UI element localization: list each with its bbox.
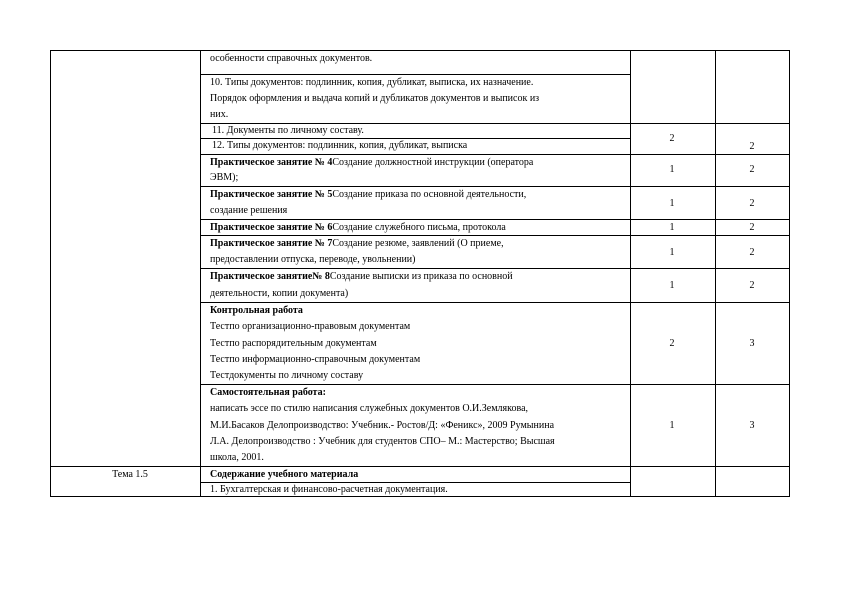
level-value: 2 bbox=[749, 280, 755, 291]
level-value: 3 bbox=[749, 420, 755, 431]
table-cell-text: Тестпо распорядительным документам bbox=[210, 338, 377, 349]
practice-description: Создание служебного письма, протокола bbox=[332, 222, 506, 233]
level-value: 2 bbox=[749, 198, 755, 209]
practice-title: Практическое занятие№ 8 bbox=[210, 271, 330, 282]
table-cell-text: особенности справочных документов. bbox=[210, 53, 373, 64]
table-cell-text: школа, 2001. bbox=[210, 452, 264, 463]
hours-value: 1 bbox=[669, 247, 675, 258]
level-value: 2 bbox=[749, 222, 755, 233]
table-cell-text: 10. Типы документов: подлинник, копия, дубликат, выписка, их назначение. bbox=[210, 77, 534, 88]
column-divider-hours bbox=[715, 50, 716, 497]
level-value: 2 bbox=[749, 247, 755, 258]
practice-title: Практическое занятие № 7 bbox=[210, 238, 333, 249]
hours-value: 2 bbox=[669, 338, 675, 349]
table-cell-text: ЭВМ); bbox=[210, 172, 239, 183]
level-value: 2 bbox=[749, 141, 755, 152]
topic-label: Тема 1.5 bbox=[112, 469, 148, 480]
table-cell-text: Тестдокументы по личному составу bbox=[210, 370, 364, 381]
table-cell-text: деятельности, копии документа) bbox=[210, 288, 349, 299]
section-title: Содержание учебного материала bbox=[210, 469, 359, 480]
table-cell-text: 12. Типы документов: подлинник, копия, дубликат, выписка bbox=[212, 140, 468, 151]
practice-line bbox=[210, 236, 504, 252]
practice-line bbox=[210, 269, 513, 285]
hours-value: 1 bbox=[669, 198, 675, 209]
table-cell-text: Тестпо информационно-справочным документам bbox=[210, 354, 421, 365]
table-cell-text: создание решения bbox=[210, 205, 288, 216]
section-title: Контрольная работа bbox=[210, 305, 303, 316]
practice-line bbox=[210, 220, 506, 236]
hours-value: 1 bbox=[669, 222, 675, 233]
practice-description: Создание должностной инструкции (оператора bbox=[332, 157, 534, 168]
practice-line bbox=[210, 155, 533, 171]
table-cell-text: них. bbox=[210, 109, 229, 120]
hours-value: 2 bbox=[669, 133, 675, 144]
practice-description: Создание резюме, заявлений (О приеме, bbox=[332, 238, 504, 249]
table-cell-text: 1. Бухгалтерская и финансово-расчетная документация. bbox=[210, 484, 448, 495]
practice-title: Практическое занятие № 6 bbox=[210, 222, 333, 233]
practice-line bbox=[210, 187, 526, 203]
table-cell-text: Тестпо организационно-правовым документам bbox=[210, 321, 411, 332]
practice-title: Практическое занятие № 5 bbox=[210, 189, 333, 200]
hours-value: 1 bbox=[669, 280, 675, 291]
level-value: 2 bbox=[749, 164, 755, 175]
table-cell-text: Порядок оформления и выдача копий и дубликатов документов и выписок из bbox=[210, 93, 540, 104]
hours-value: 1 bbox=[669, 420, 675, 431]
section-title: Самостоятельная работа: bbox=[210, 387, 326, 398]
column-divider-content bbox=[630, 50, 631, 497]
table-cell-text: предоставлении отпуска, переводе, увольнении) bbox=[210, 254, 416, 265]
hours-value: 1 bbox=[669, 164, 675, 175]
table-cell-text: 11. Документы по личному составу. bbox=[212, 125, 364, 136]
table-cell-text: написать эссе по стилю написания служебных документов О.И.Землякова, bbox=[210, 403, 529, 414]
level-value: 3 bbox=[749, 338, 755, 349]
practice-description: Создание приказа по основной деятельности, bbox=[332, 189, 527, 200]
practice-title: Практическое занятие № 4 bbox=[210, 157, 333, 168]
row-divider bbox=[50, 466, 790, 467]
table-cell-text: Л.А. Делопроизводство : Учебник для студентов СПО– М.: Мастерство; Высшая bbox=[210, 436, 555, 447]
practice-description: Создание выписки из приказа по основной bbox=[329, 271, 513, 282]
table-cell-text: М.И.Басаков Делопроизводство: Учебник.- Ростов/Д: «Феникс», 2009 Румынина bbox=[210, 420, 555, 431]
column-divider-topic bbox=[200, 50, 201, 497]
